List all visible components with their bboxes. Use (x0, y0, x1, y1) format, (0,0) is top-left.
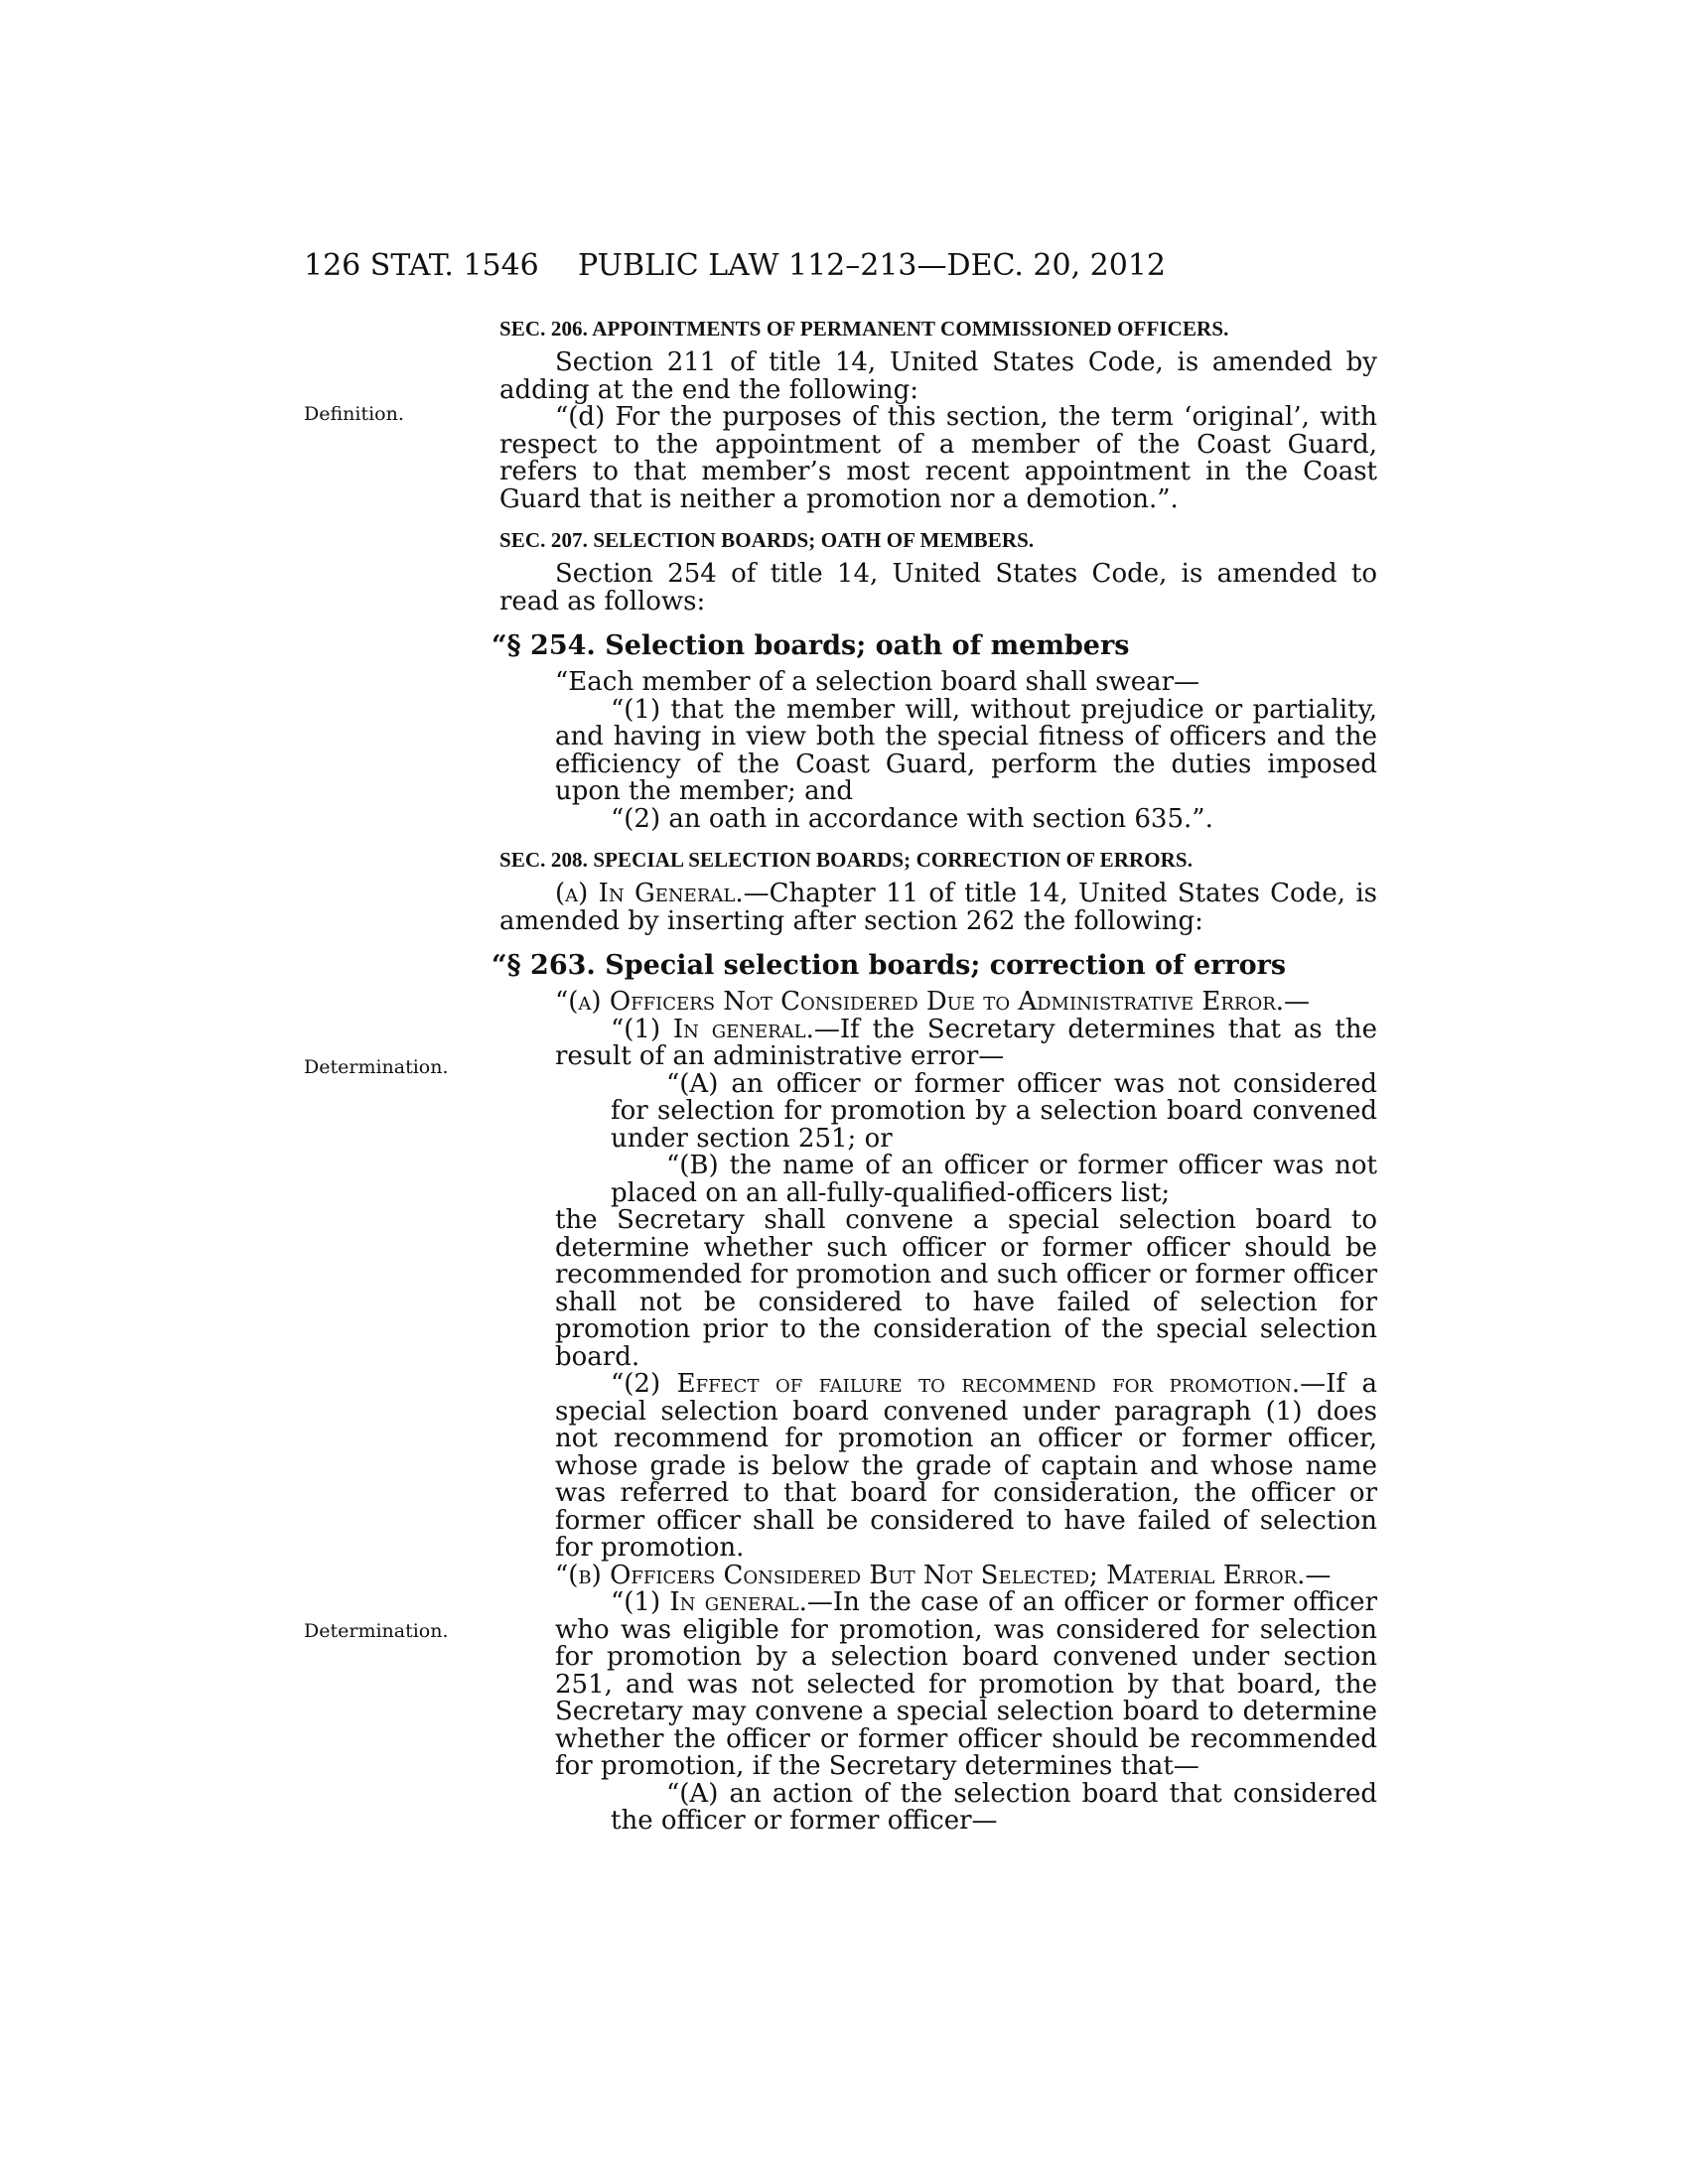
subsection-b-dash: — (1305, 1560, 1332, 1590)
section-208-paragraph-a (499, 881, 1377, 935)
oath-item-1: “(1) that the member will, without prejudice or partiality, and having in view both the special fitness of officers and the efficiency of the Coast Guard, perform the duties imposed upon the member; and (555, 694, 1377, 806)
paragraph-a1-tail: the Secretary shall convene a special selection board to determine whether such officer or former officer should be recommended for promotion and such officer or former officer shall not be considered to have failed of selection for promotion prior to the consideration of the special selection board. (555, 1205, 1377, 1372)
section-263-heading: “§ 263. Special selection boards; correction of errors (492, 950, 1287, 981)
document-body (492, 316, 1378, 1836)
subsection-b-label: “(b) Officers Considered But Not Selected; Material Error. (555, 1560, 1306, 1590)
margin-note-definition: Definition. (304, 403, 404, 425)
oath-intro: “Each member of a selection board shall swear— (555, 667, 1200, 697)
section-207-paragraph: Section 254 of title 14, United States Code, is amended to read as follows: (499, 559, 1377, 616)
section-206-paragraph: Section 211 of title 14, United States Code, is amended by adding at the end the following: (499, 347, 1377, 405)
paragraph-a2 (499, 1371, 1377, 1563)
paragraph-b1-text: —In the case of an officer or former officer who was eligible for promotion, was considered for selection for promotion by a selection board convened under section 251, and was not selected for promotion by that board, the Secretary may convene a special selection board to determine whether the officer or former officer should be recommended for promotion, if the Secretary determines that— (555, 1587, 1378, 1781)
section-206-heading: SEC. 206. APPOINTMENTS OF PERMANENT COMMISSIONED OFFICERS. (499, 317, 1229, 341)
paragraph-b1-label: “(1) In general. (611, 1587, 807, 1617)
margin-note-determination-2: Determination. (304, 1620, 449, 1642)
subsection-a-dash: — (1284, 987, 1311, 1017)
section-208-a-text: —Chapter 11 of title 14, United States Code, is amended by inserting after section 262 the following: (499, 879, 1377, 936)
paragraph-a2-label: “(2) Effect of failure to recommend for promotion. (611, 1369, 1301, 1399)
paragraph-a1 (499, 1014, 1377, 1071)
paragraph-a1-label: “(1) In general. (611, 1014, 814, 1044)
margin-note-determination-1: Determination. (304, 1056, 449, 1078)
subparagraph-b1A: “(A) an action of the selection board that considered the officer or former officer— (611, 1778, 1377, 1836)
in-general-label: (a) In General. (555, 879, 744, 908)
paragraph-b1 (499, 1589, 1377, 1781)
subsection-b-heading (499, 1560, 1377, 1590)
section-207-heading: SEC. 207. SELECTION BOARDS; OATH OF MEMBERS. (499, 528, 1035, 552)
paragraph-a2-text: —If a special selection board convened under paragraph (1) does not recommend for promotion an officer or former officer, whose grade is below the grade of captain and whose name was referred to that board for consideration, the officer or former officer shall be considered to have failed of selection for promotion. (555, 1369, 1377, 1563)
section-208-heading: SEC. 208. SPECIAL SELECTION BOARDS; CORRECTION OF ERRORS. (499, 848, 1194, 872)
subparagraph-a1A: “(A) an officer or former officer was not considered for selection for promotion by a selection board convened under section 251; or (611, 1068, 1377, 1154)
paragraph-a1-text: —If the Secretary determines that as the result of an administrative error— (555, 1014, 1377, 1071)
subparagraph-a1B: “(B) the name of an officer or former officer was not placed on an all-fully-qualified-officers list; (611, 1151, 1377, 1208)
subsection-a-heading (499, 989, 1377, 1017)
oath-item-2: “(2) an oath in accordance with section 635.”. (611, 803, 1213, 834)
section-206-definition: “(d) For the purposes of this section, the term ‘original’, with respect to the appointment of a member of the Coast Guard, refers to that member’s most recent appointment in the Coast Guard that is neither a promotion nor a demotion.”. (499, 402, 1377, 514)
subsection-a-label: “(a) Officers Not Considered Due to Administrative Error. (555, 987, 1285, 1017)
public-law-title: PUBLIC LAW 112–213—DEC. 20, 2012 (578, 248, 1167, 283)
section-254-heading: “§ 254. Selection boards; oath of members (492, 630, 1130, 661)
stat-citation: 126 STAT. 1546 (304, 248, 539, 283)
page-header (0, 248, 1688, 288)
